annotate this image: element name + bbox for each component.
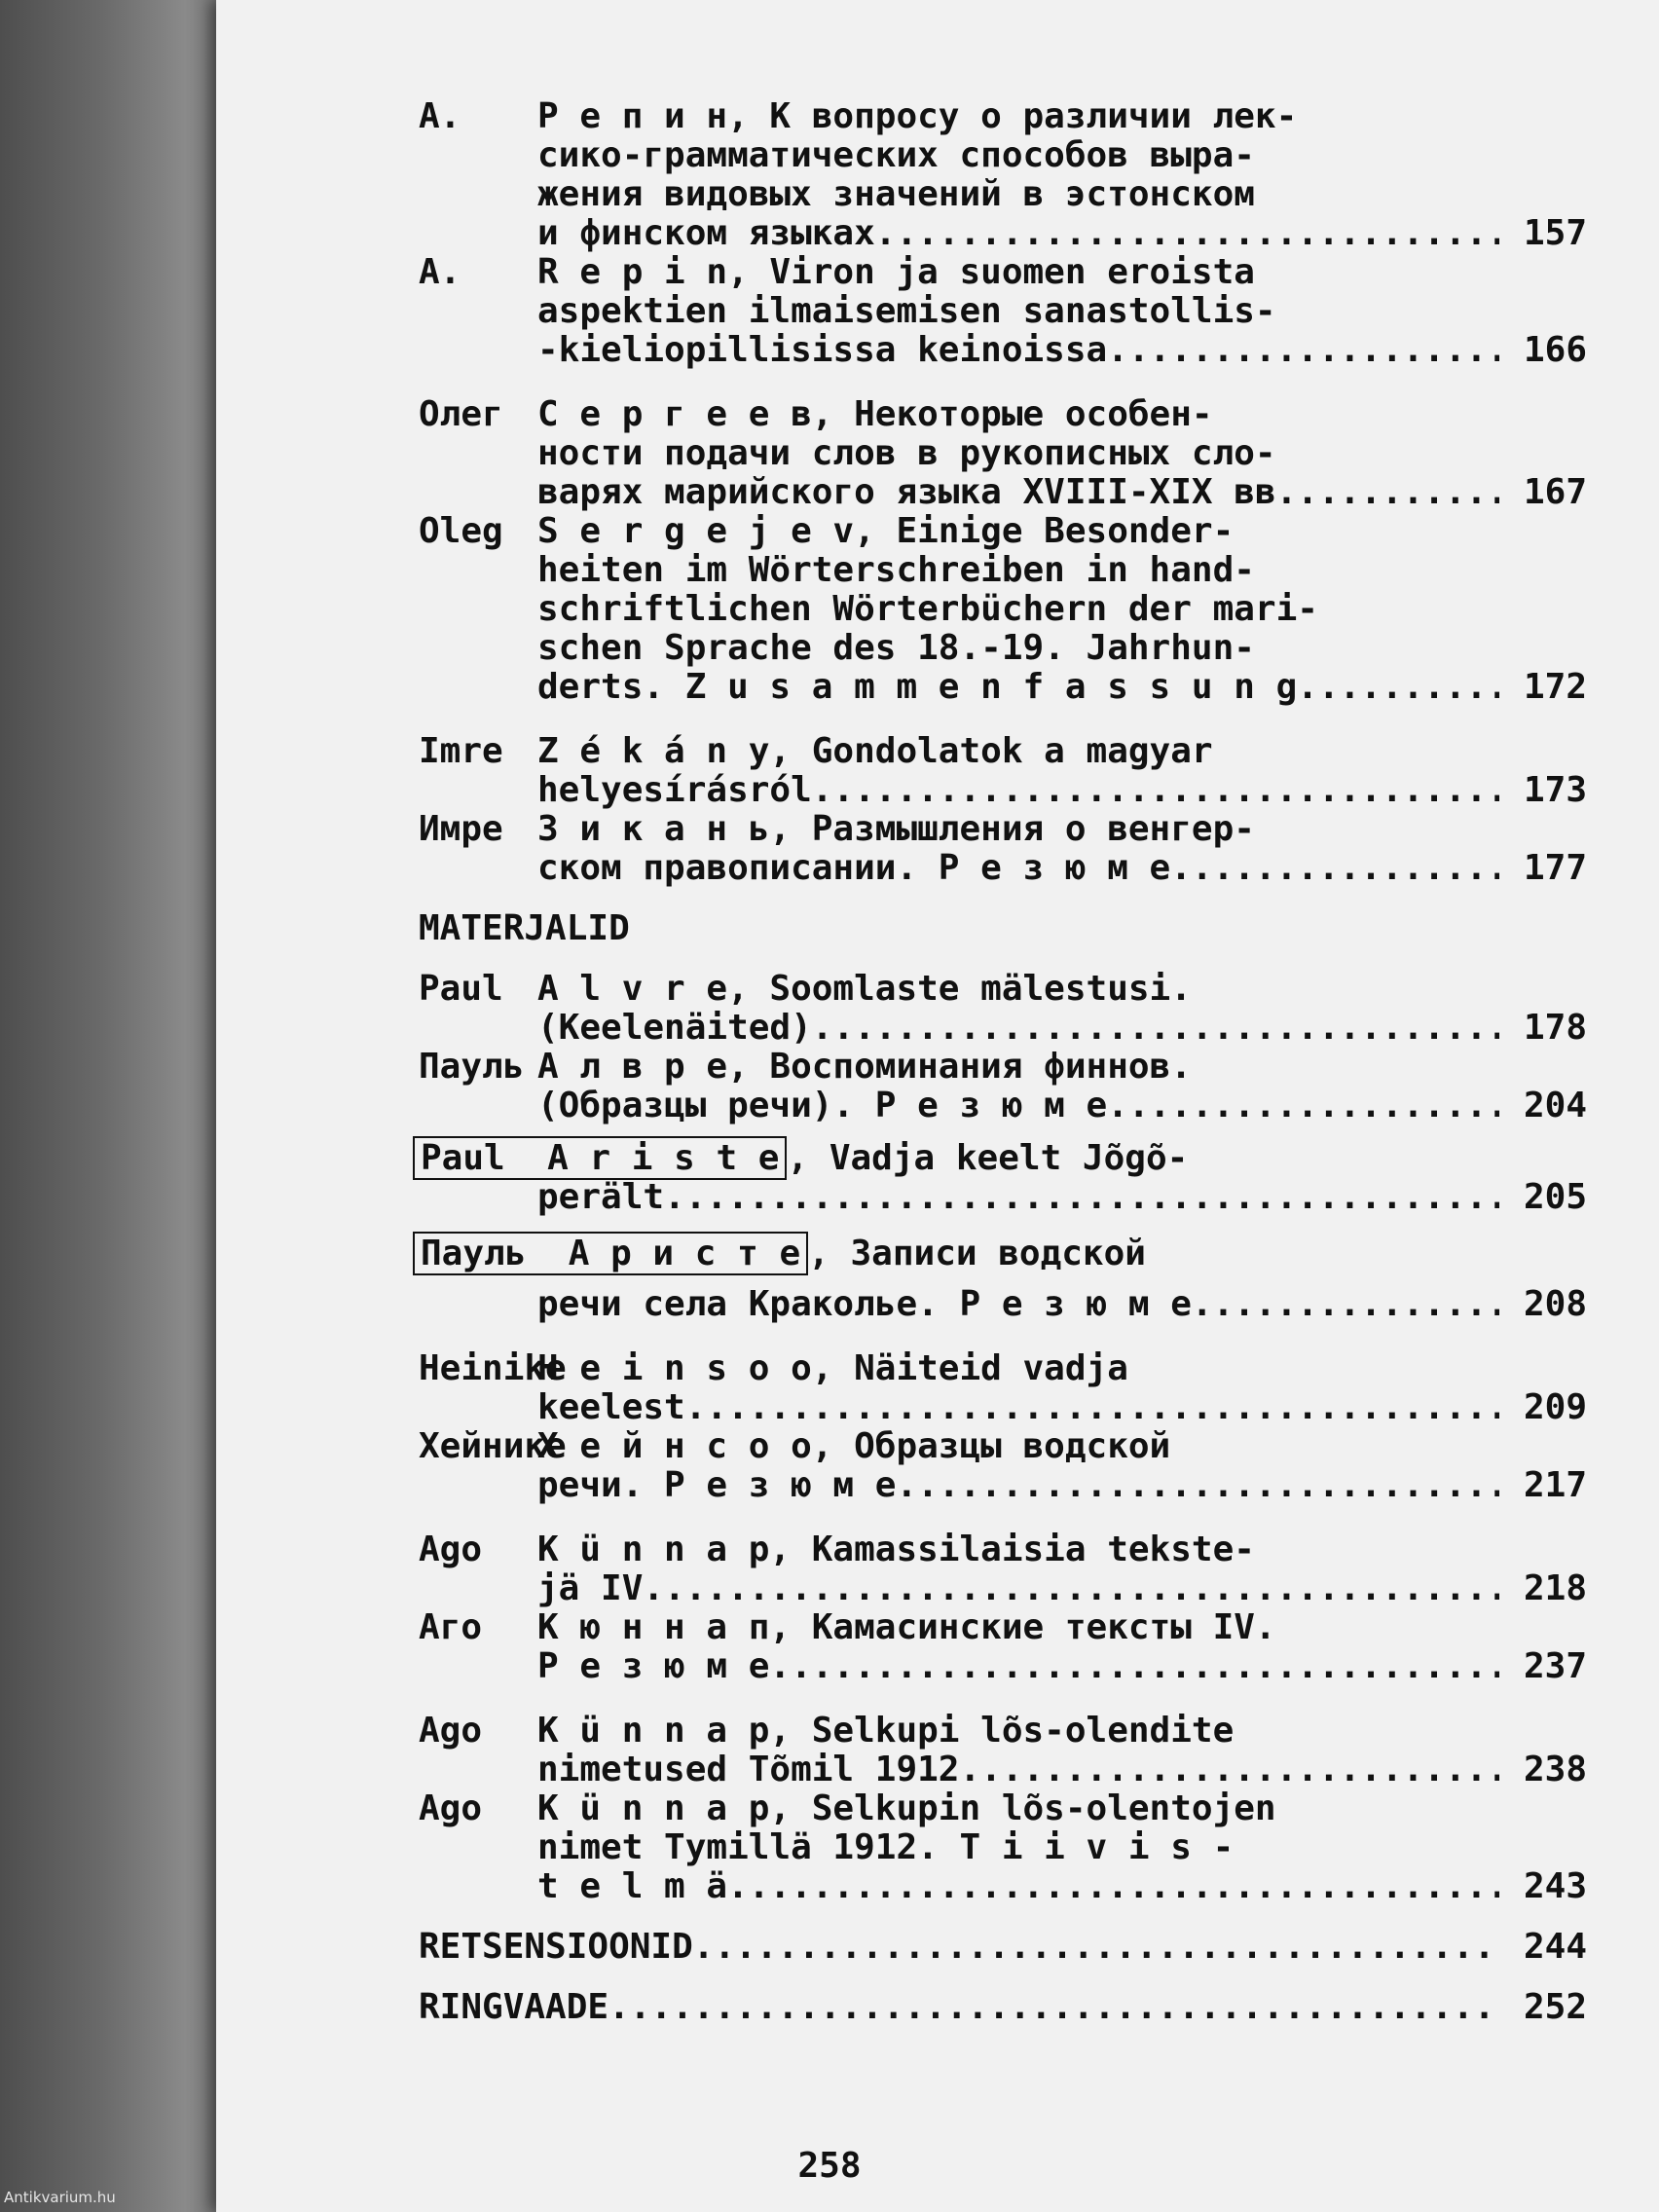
toc-title-line: schen Sprache des 18.-19. Jahrhun- (537, 628, 1255, 668)
leader-dots (608, 1988, 1499, 2027)
toc-title-line: С е р г е е в, Некоторые особен- (537, 394, 1213, 434)
leader-dots (643, 1569, 1499, 1608)
toc-title-line: t e l m ä (537, 1866, 728, 1906)
toc-author: Ago (419, 1711, 483, 1751)
toc-page-number: 209 (1523, 1387, 1587, 1427)
section-heading-retsensioonid: RETSENSIOONID (419, 1927, 693, 1967)
leader-dots (769, 1647, 1499, 1686)
toc-entry-repin-fi (419, 253, 1587, 370)
toc-entry-heinsoo-ru (419, 1427, 1587, 1505)
section-heading-ringvaade: RINGVAADE (419, 1987, 609, 2027)
leader-dots (896, 1466, 1499, 1505)
toc-entry-sergejev-de (419, 512, 1587, 707)
toc-title-line: и финском языках (537, 213, 875, 253)
toc-title-line: S e r g e j e v, Einige Besonder- (537, 511, 1235, 551)
toc-title-line: derts. Z u s a m m e n f a s s u n g (537, 667, 1298, 707)
toc-page-number: 204 (1523, 1086, 1587, 1125)
toc-entry-zekany-hu (419, 732, 1587, 810)
toc-page-number: 238 (1523, 1750, 1587, 1789)
toc-title-line: (Keelenäited) (537, 1008, 812, 1048)
toc-page-number: 177 (1523, 848, 1587, 888)
table-of-contents (419, 97, 1587, 2027)
boxed-author-name (413, 1232, 808, 1275)
leader-dots (812, 1009, 1499, 1048)
boxed-author-name (413, 1136, 787, 1180)
toc-author: A. (419, 96, 461, 136)
toc-author: Хейнике (419, 1426, 567, 1466)
toc-title-line: schriftlichen Wörterbüchern der mari- (537, 589, 1318, 629)
toc-title-line: З и к а н ь, Размышления о венгер- (537, 809, 1255, 849)
toc-entry-zikan-ru (419, 810, 1587, 888)
toc-title-line: aspektien ilmaisemisen sanastollis- (537, 291, 1276, 331)
watermark: Antikvarium.hu (4, 2189, 116, 2206)
toc-entry-alvre-et (419, 970, 1587, 1048)
toc-title-line: helyesírásról (537, 770, 812, 810)
toc-entry-ringvaade (419, 1988, 1587, 2027)
toc-entry-ariste-et (419, 1139, 1587, 1217)
toc-entry-heinsoo-et (419, 1349, 1587, 1427)
toc-title-line: жения видовых значений в эстонском (537, 174, 1255, 214)
toc-title-line: jä IV (537, 1568, 644, 1608)
toc-author: Paul (421, 1138, 505, 1178)
toc-author: Пауль (419, 1047, 525, 1087)
page-number: 258 (797, 2146, 862, 2186)
toc-page-number: 157 (1523, 213, 1587, 253)
toc-page-number: 166 (1523, 330, 1587, 370)
toc-author: Ago (419, 1788, 483, 1828)
leader-dots (1107, 331, 1499, 370)
toc-title-line: K ü n n a p, Selkupi lõs-olendite (537, 1711, 1235, 1751)
toc-title-line: heiten im Wörterschreiben in hand- (537, 550, 1255, 590)
toc-entry-kunnap-kamass-ru (419, 1608, 1587, 1686)
toc-entry-kunnap-kamass-fi (419, 1530, 1587, 1608)
toc-page-number: 173 (1523, 770, 1587, 810)
toc-page-number: 243 (1523, 1866, 1587, 1906)
leader-dots (1297, 668, 1499, 707)
toc-entry-ariste-ru (419, 1235, 1587, 1324)
toc-page-number: 237 (1523, 1646, 1587, 1686)
leader-dots (1192, 1285, 1499, 1324)
toc-title-line: А л в р е, Воспоминания финнов. (537, 1047, 1192, 1087)
toc-author: Heinike (419, 1348, 567, 1388)
toc-title-line: речи села Краколье. Р е з ю м е (537, 1284, 1192, 1324)
leader-dots (685, 1388, 1499, 1427)
toc-author: Imre (419, 731, 503, 771)
toc-title-line: (Образцы речи). Р е з ю м е (537, 1086, 1108, 1125)
toc-title-line: nimet Tymillä 1912. T i i v i s - (537, 1827, 1235, 1867)
toc-page-number: 218 (1523, 1568, 1587, 1608)
leader-dots (664, 1178, 1499, 1217)
toc-page-number: 167 (1523, 472, 1587, 512)
toc-page-number: 208 (1523, 1284, 1587, 1324)
toc-page-number: 244 (1523, 1927, 1587, 1967)
toc-author: A. (419, 252, 461, 292)
leader-dots (727, 1867, 1499, 1906)
toc-entry-sergeev-ru (419, 395, 1587, 512)
toc-title-line: К ю н н а п, Камасинские тексты IV. (537, 1607, 1276, 1647)
toc-title-line: , Записи водской (808, 1234, 1146, 1273)
toc-author: Пауль (421, 1234, 527, 1273)
toc-title-line: Р е з ю м е (537, 1646, 770, 1686)
toc-entry-alvre-ru (419, 1048, 1587, 1125)
toc-title-line: Х е й н с о о, Образцы водской (537, 1426, 1171, 1466)
toc-title-line: R e p i n, Viron ja suomen eroista (537, 252, 1255, 292)
toc-page-number: 252 (1523, 1987, 1587, 2027)
toc-page-number: 217 (1523, 1465, 1587, 1505)
toc-author-surname: А р и с т е (568, 1234, 801, 1273)
toc-title-line: Р е п и н, К вопросу о различии лек- (537, 96, 1298, 136)
toc-title-line: H e i n s o o, Näiteid vadja (537, 1348, 1128, 1388)
toc-title-line: -kieliopillisissa keinoissa (537, 330, 1108, 370)
toc-title-line: ности подачи слов в рукописных сло- (537, 433, 1276, 473)
toc-author: Олег (419, 394, 503, 434)
toc-author-surname: A r i s t e (547, 1138, 780, 1178)
toc-title-line: варях марийского языка XVIII-XIX вв. (537, 472, 1298, 512)
toc-author: Oleg (419, 511, 503, 551)
toc-title-line: Z é k á n y, Gondolatok a magyar (537, 731, 1213, 771)
toc-title-line: , Vadja keelt Jõgõ- (787, 1138, 1189, 1178)
toc-page-number: 205 (1523, 1177, 1587, 1217)
toc-title-line: K ü n n a p, Selkupin lõs-olentojen (537, 1788, 1276, 1828)
toc-author: Paul (419, 969, 503, 1009)
toc-author: Ago (419, 1530, 483, 1569)
toc-page-number: 178 (1523, 1008, 1587, 1048)
book-binding (0, 0, 226, 2212)
toc-title-line: keelest (537, 1387, 685, 1427)
toc-author: Аго (419, 1607, 483, 1647)
leader-dots (1297, 473, 1499, 512)
toc-page-number: 172 (1523, 667, 1587, 707)
toc-title-line: A l v r e, Soomlaste mälestusi. (537, 969, 1192, 1009)
toc-title-line: K ü n n a p, Kamassilaisia tekste- (537, 1530, 1255, 1569)
section-heading-materjalid: MATERJALID (419, 908, 630, 948)
toc-entry-retsensioonid (419, 1928, 1587, 1967)
toc-title-line: ском правописании. Р е з ю м е (537, 848, 1171, 888)
leader-dots (693, 1928, 1499, 1967)
leader-dots (875, 214, 1499, 253)
leader-dots (812, 771, 1499, 810)
toc-author: Имре (419, 809, 503, 849)
toc-entry-kunnap-selkup-fi (419, 1789, 1587, 1906)
toc-title-line: речи. Р е з ю м е (537, 1465, 897, 1505)
leader-dots (959, 1751, 1499, 1789)
toc-entry-kunnap-selkup-et (419, 1712, 1587, 1789)
toc-title-line: perält (537, 1177, 665, 1217)
leader-dots (1170, 849, 1499, 888)
toc-entry-repin-ru (419, 97, 1587, 253)
toc-title-line: nimetused Tõmil 1912 (537, 1750, 960, 1789)
toc-title-line: сико-грамматических способов выра- (537, 135, 1255, 175)
leader-dots (1107, 1087, 1499, 1125)
